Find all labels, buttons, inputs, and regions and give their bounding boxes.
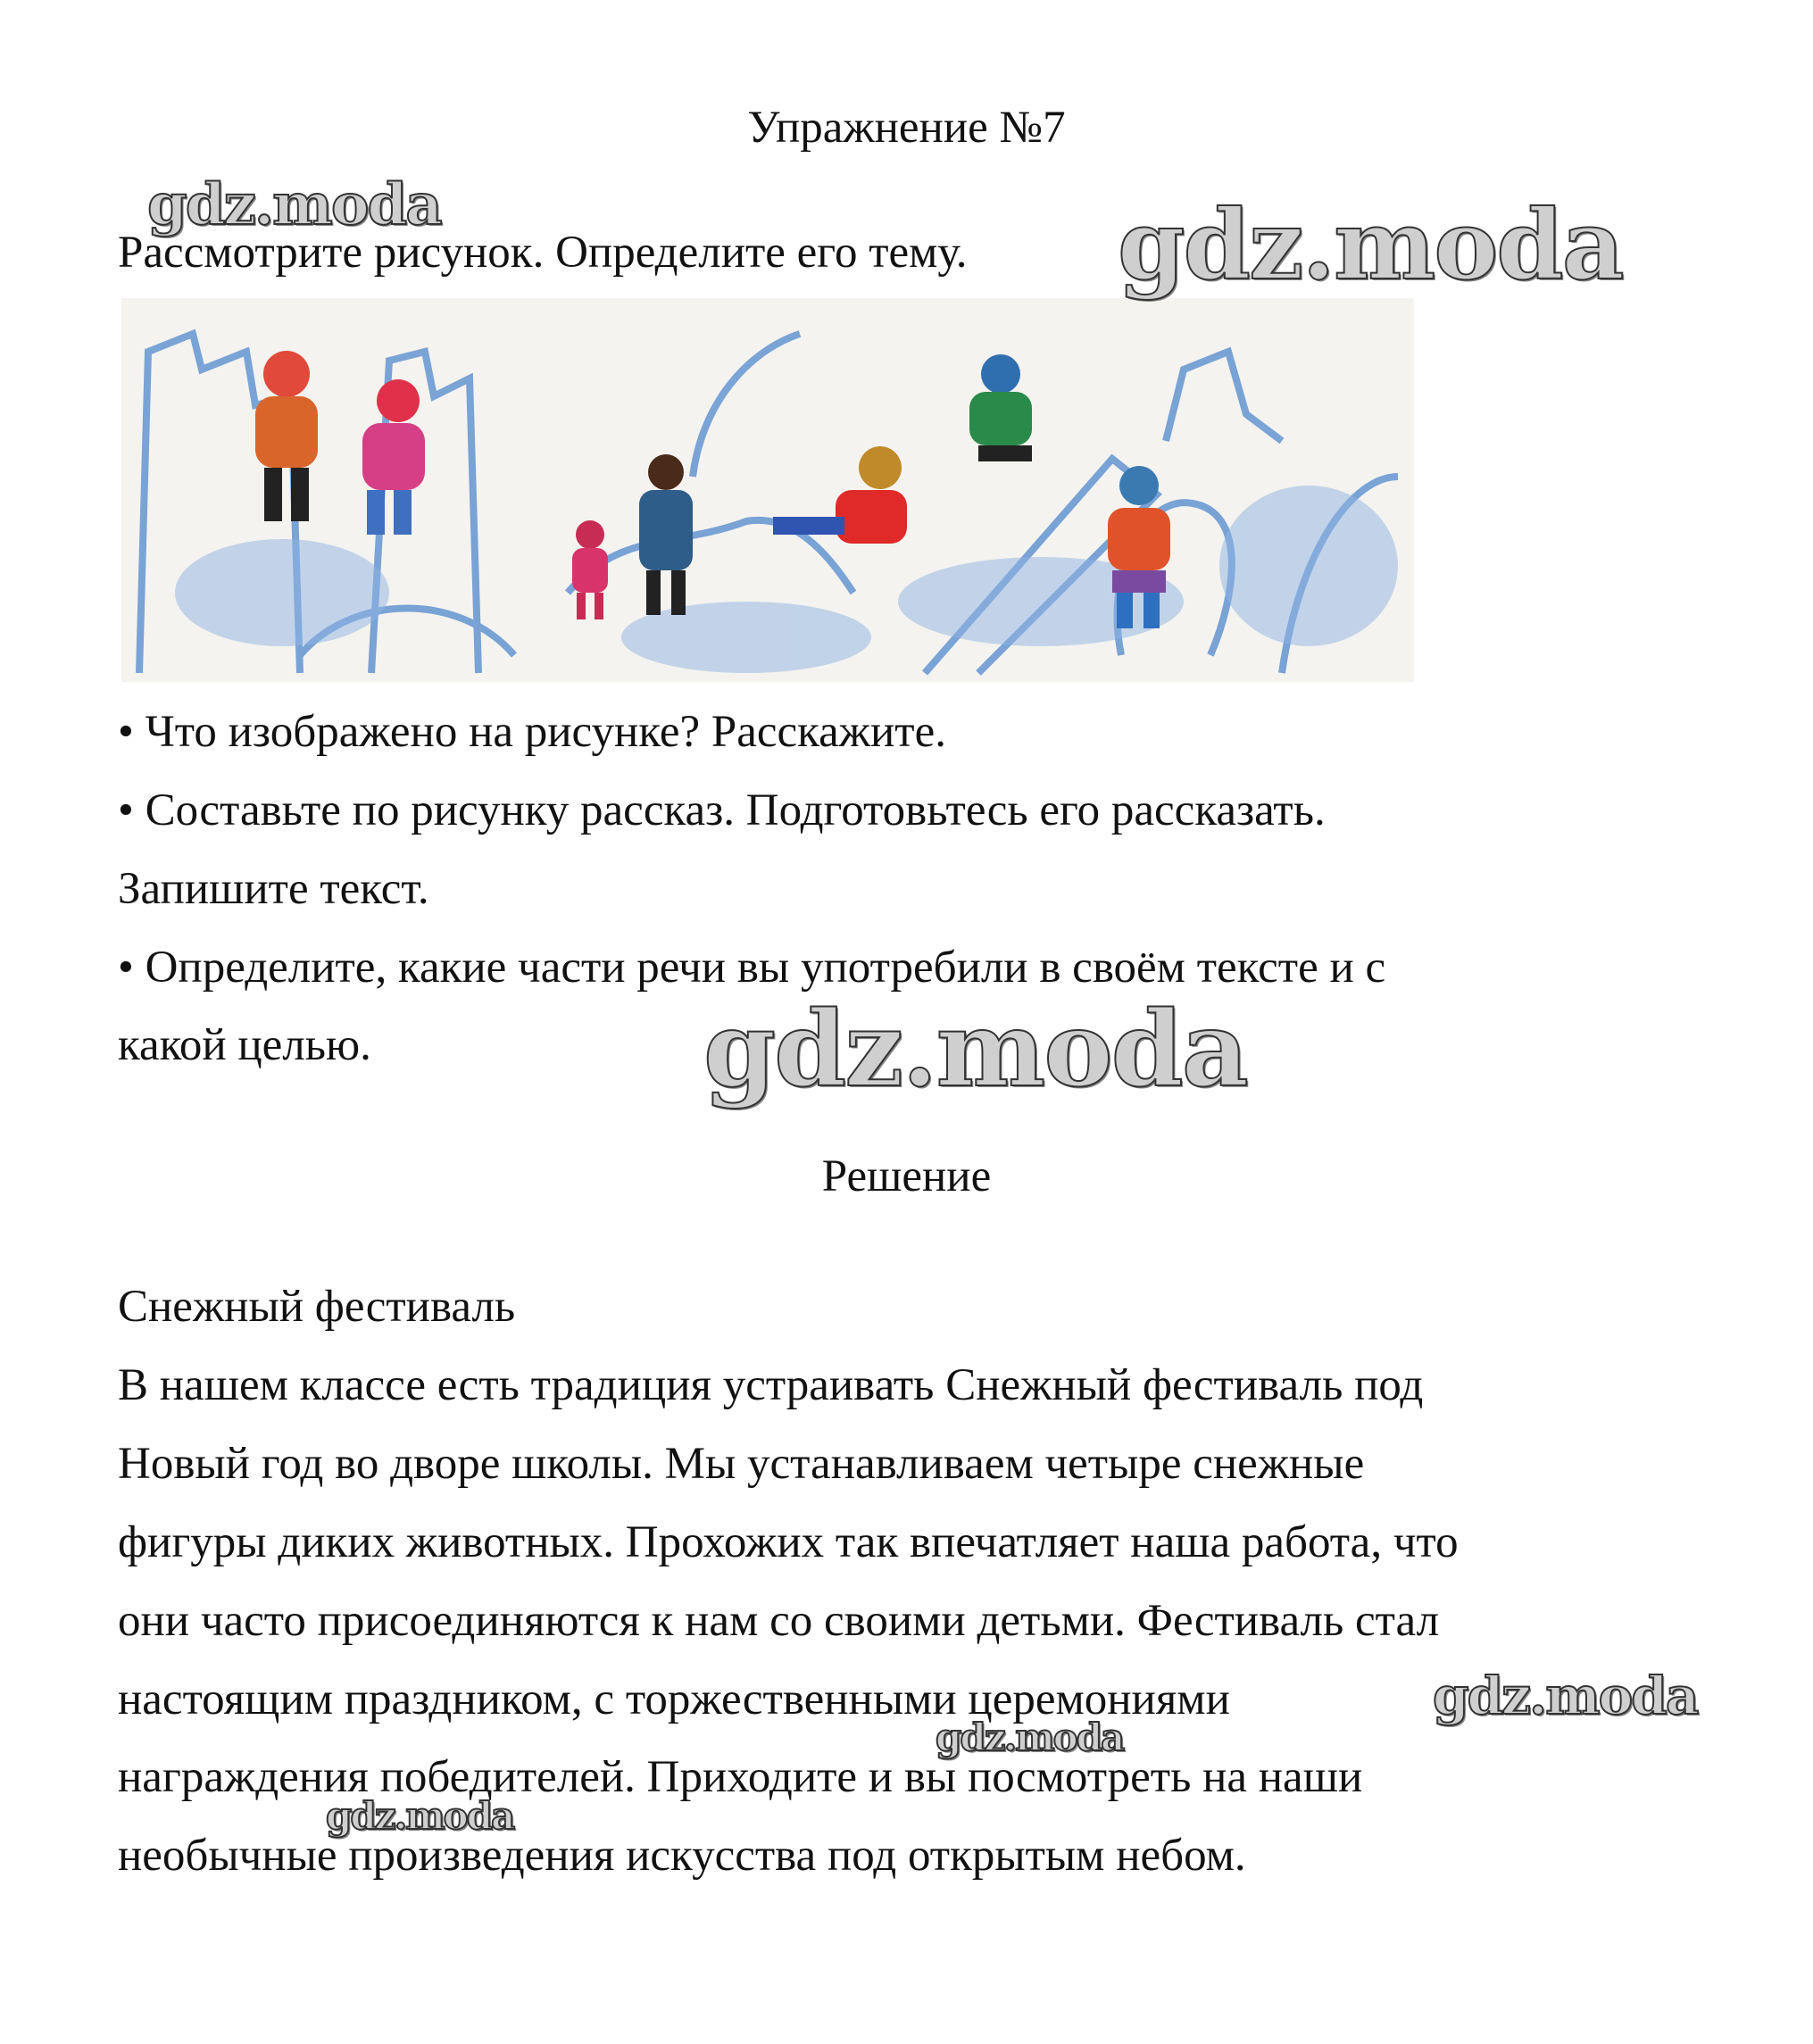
story-line: Новый год во дворе школы. Мы устанавливаем четыре снежные bbox=[118, 1439, 1365, 1489]
story-line: необычные произведения искусства под открытым небом. bbox=[118, 1831, 1246, 1881]
watermark: gdz.moda bbox=[1433, 1666, 1698, 1726]
story-line: В нашем классе есть традиция устраивать Снежный фестиваль под bbox=[118, 1360, 1424, 1410]
watermark: gdz.moda bbox=[703, 989, 1247, 1110]
exercise-intro: Рассмотрите рисунок. Определите его тему. bbox=[118, 228, 968, 278]
watermark: gdz.moda bbox=[936, 1716, 1124, 1759]
task-line-3: Запишите текст. bbox=[118, 864, 429, 914]
task-line-1: • Что изображено на рисунке? Расскажите. bbox=[118, 707, 946, 757]
solution-heading: Решение bbox=[821, 1151, 992, 1201]
story-line: настоящим праздником, с торжественными церемониями bbox=[118, 1674, 1230, 1724]
story-title: Снежный фестиваль bbox=[118, 1282, 516, 1332]
task-line-5: какой целью. bbox=[118, 1020, 371, 1070]
task-line-2: • Составьте по рисунку рассказ. Подготовьтесь его рассказать. bbox=[118, 785, 1326, 835]
watermark: gdz.moda bbox=[147, 171, 441, 238]
story-line: они часто присоединяются к нам со своими детьми. Фестиваль стал bbox=[118, 1596, 1440, 1646]
story-line: награждения победителей. Приходите и вы посмотреть на наши bbox=[118, 1752, 1363, 1802]
story-line: фигуры диких животных. Прохожих так впечатляет наша работа, что bbox=[118, 1517, 1459, 1567]
winter-illustration bbox=[121, 298, 1414, 682]
watermark: gdz.moda bbox=[1118, 189, 1623, 302]
watermark: gdz.moda bbox=[326, 1794, 514, 1838]
task-line-4: • Определите, какие части речи вы употребили в своём тексте и с bbox=[118, 943, 1386, 993]
exercise-title: Упражнение №7 bbox=[747, 103, 1066, 153]
